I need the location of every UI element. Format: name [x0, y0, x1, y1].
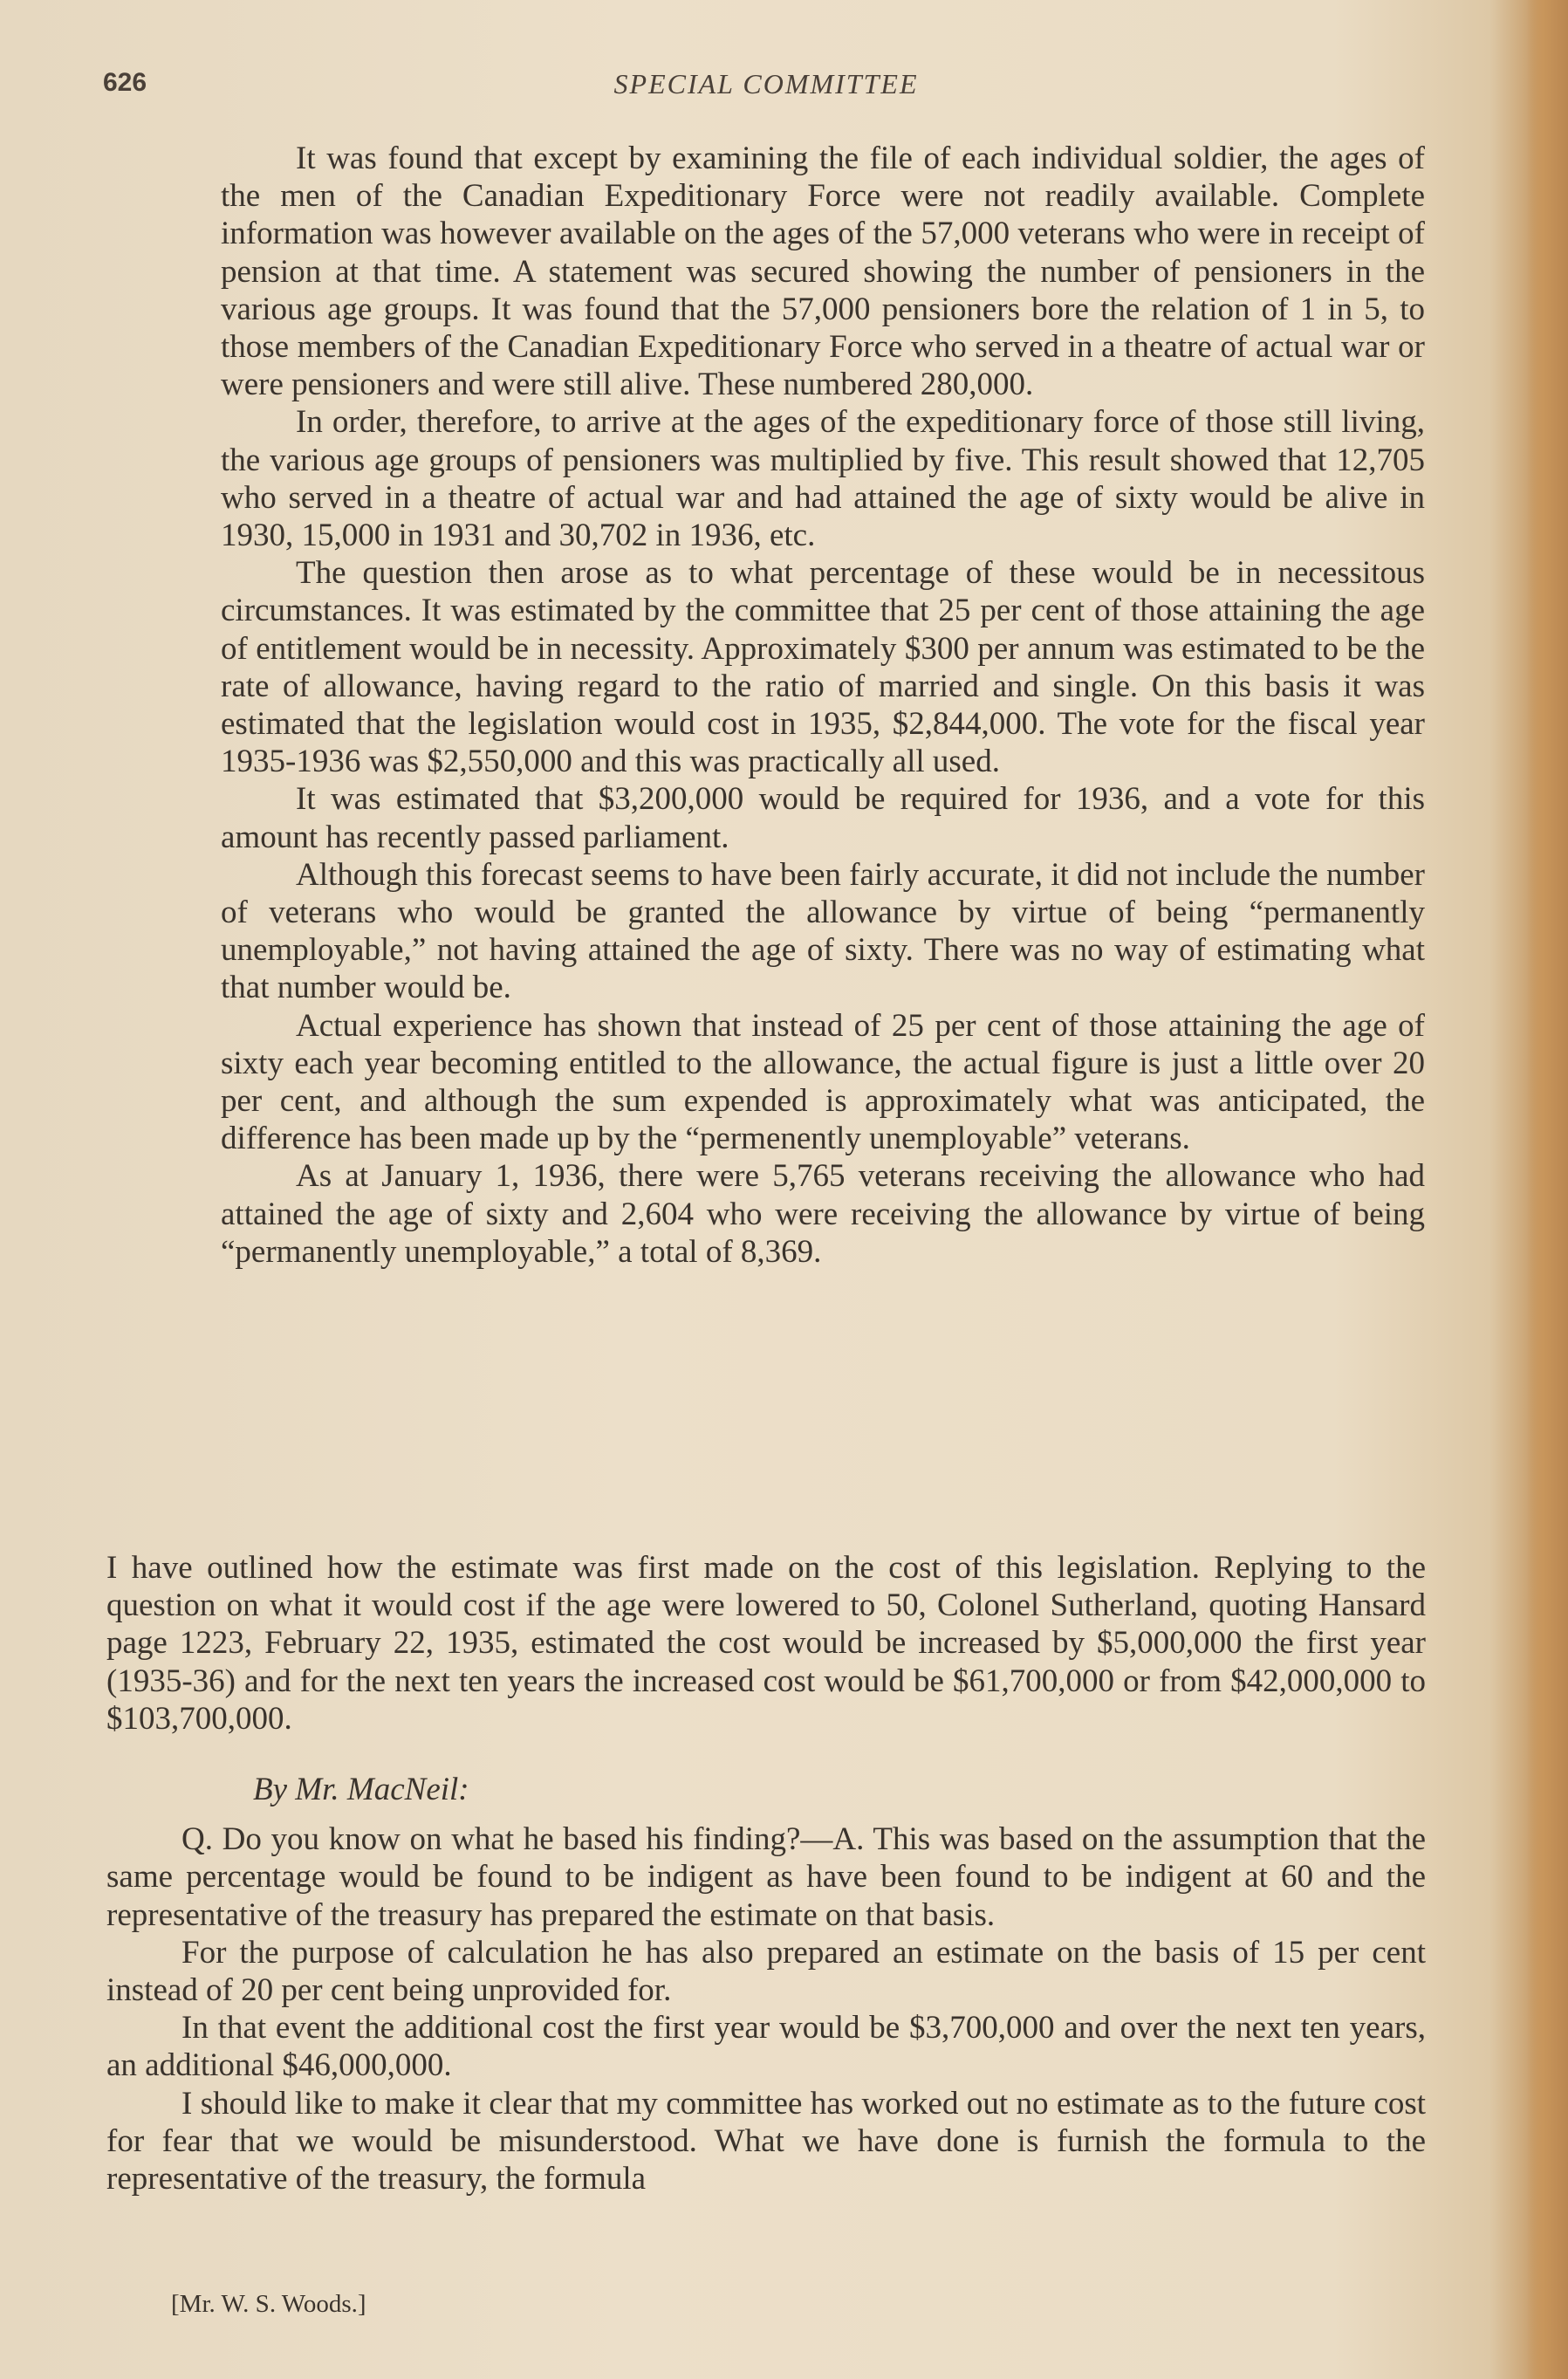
quoted-paragraph: It was found that except by examining the file of each individual soldier, the ages of the men of the Canadian Expeditionary Force were not readily available. Complete information was however available on the ages of the 57,000 veterans who were in receipt of pension at that time. A statement was secured showing the number of pensioners in the various age groups. It was found that the 57,000 pensioners bore the relation of 1 in 5, to those members of the Canadian Expeditionary Force who served in a theatre of actual war or were pensioners and were still alive. These numbered 280,000.: [221, 141, 1425, 403]
body-paragraph: In that event the additional cost the first year would be $3,700,000 and over the next ten years, an additional $46,000,000.: [106, 2010, 1426, 2084]
witness-footer: [Mr. W. S. Woods.]: [171, 2290, 366, 2318]
running-head: [103, 68, 1429, 113]
quoted-paragraph: It was estimated that $3,200,000 would be required for 1936, and a vote for this amount has recently passed parliament.: [221, 781, 1425, 855]
body-paragraph: I should like to make it clear that my committee has worked out no estimate as to the future cost for fear that we would be misunderstood. What we have done is furnish the formula to the representative of the treasury, the formula: [106, 2085, 1426, 2197]
main-text: [106, 1549, 1426, 2197]
page-number: 626: [103, 68, 147, 97]
quoted-paragraph: Although this forecast seems to have been fairly accurate, it did not include the number of veterans who would be granted the allowance by virtue of being “permanently unemployable,” not having attained the age of sixty. There was no way of estimating what that number would be.: [221, 856, 1425, 1006]
quoted-paragraph: As at January 1, 1936, there were 5,765 veterans receiving the allowance who had attained the age of sixty and 2,604 who were receiving the allowance by virtue of being “permanently unemployable,” a total of 8,369.: [221, 1158, 1425, 1270]
body-paragraph: I have outlined how the estimate was first made on the cost of this legislation. Replying to the question on what it would cost if the age were lowered to 50, Colonel Sutherland, quoting Hansard page 1223, February 22, 1935, estimated the cost would be increased by $5,000,000 the first year (1935-36) and for the next ten years the increased cost would be $61,700,000 or from $42,000,000 to $103,700,000.: [106, 1550, 1426, 1737]
quoted-paragraph: In order, therefore, to arrive at the ages of the expeditionary force of those still living, the various age groups of pensioners was multiplied by five. This result showed that 12,705 who served in a theatre of actual war and had attained the age of sixty would be alive in 1930, 15,000 in 1931 and 30,702 in 1936, etc.: [221, 404, 1425, 554]
page-edge-shadow: [1526, 0, 1568, 2379]
quoted-paragraph: The question then arose as to what percentage of these would be in necessitous circumstances. It was estimated by the committee that 25 per cent of those attaining the age of entitlement would be in necessity. Approximately $300 per annum was estimated to be the rate of allowance, having regard to the ratio of married and single. On this basis it was estimated that the legislation would cost in 1935, $2,844,000. The vote for the fiscal year 1935-1936 was $2,550,000 and this was practically all used.: [221, 555, 1425, 780]
speaker-heading: By Mr. MacNeil:: [253, 1772, 469, 1808]
body-paragraph: For the purpose of calculation he has also prepared an estimate on the basis of 15 per cent instead of 20 per cent being unprovided for.: [106, 1934, 1426, 2009]
body-paragraph: Q. Do you know on what he based his finding?—A. This was based on the assumption that the same percentage would be found to be indigent as have been found to be indigent at 60 and the representative of the treasury has prepared the estimate on that basis.: [106, 1821, 1426, 1933]
quoted-paragraph: Actual experience has shown that instead of 25 per cent of those attaining the age of sixty each year becoming entitled to the allowance, the actual figure is just a little over 20 per cent, and although the sum expended is approximately what was anticipated, the difference has been made up by the “permenently unemployable” veterans.: [221, 1007, 1425, 1157]
running-title: SPECIAL COMMITTEE: [613, 68, 919, 99]
quoted-statement: [221, 140, 1425, 1271]
